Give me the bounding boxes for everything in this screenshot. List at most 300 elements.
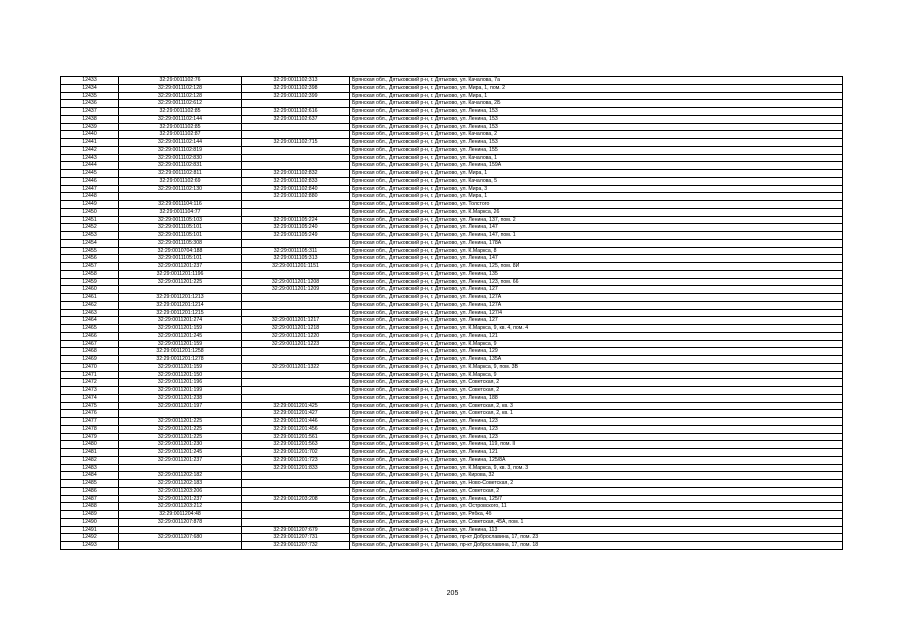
row-number-cell: 12493 xyxy=(61,542,119,550)
building-number-cell: 32:29:0011201:1208 xyxy=(242,278,350,286)
cadastral-number-cell: 32:29:0011201:159 xyxy=(119,340,242,348)
address-cell: Брянская обл., Дятьковский р-н, г. Дятьково, ул. Мира, 1, пом. 2 xyxy=(350,84,843,92)
address-cell: Брянская обл., Дятьковский р-н, г. Дятьково, ул. Ленина, 123, пом. 66 xyxy=(350,278,843,286)
row-number-cell: 12479 xyxy=(61,433,119,441)
table-row xyxy=(61,425,843,433)
table-row xyxy=(61,511,843,519)
address-cell: Брянская обл., Дятьковский р-н, г. Дятьково, ул. Ленина, 113 xyxy=(350,526,843,534)
address-cell: Брянская обл., Дятьковский р-н, г. Дятьково, ул. Ленина, 125/8А xyxy=(350,456,843,464)
row-number-cell: 12464 xyxy=(61,317,119,325)
row-number-cell: 12484 xyxy=(61,472,119,480)
table-row xyxy=(61,472,843,480)
table-row xyxy=(61,480,843,488)
building-number-cell: 32:29:0011102:840 xyxy=(242,185,350,193)
row-number-cell: 12492 xyxy=(61,534,119,542)
cadastral-number-cell: 32:29:0011201:237 xyxy=(119,456,242,464)
row-number-cell: 12454 xyxy=(61,239,119,247)
row-number-cell: 12443 xyxy=(61,154,119,162)
address-cell: Брянская обл., Дятьковский р-н, г. Дятьково, ул. Мира, 1 xyxy=(350,193,843,201)
row-number-cell: 12486 xyxy=(61,487,119,495)
building-number-cell: 32:29:0011102:398 xyxy=(242,84,350,92)
cadastral-number-cell: 32:29:0011201:238 xyxy=(119,394,242,402)
building-number-cell: 32:29:0011102:313 xyxy=(242,77,350,85)
table-row xyxy=(61,418,843,426)
row-number-cell: 12462 xyxy=(61,301,119,309)
building-number-cell: 32:29:0011201:1220 xyxy=(242,332,350,340)
table-row xyxy=(61,185,843,193)
row-number-cell: 12446 xyxy=(61,177,119,185)
row-number-cell: 12450 xyxy=(61,208,119,216)
address-cell: Брянская обл., Дятьковский р-н, г. Дятьково, ул. Рябка, 4б xyxy=(350,511,843,519)
table-row xyxy=(61,542,843,550)
address-cell: Брянская обл., Дятьковский р-н, г. Дятьково, ул. Ленина, 135А xyxy=(350,356,843,364)
cadastral-number-cell: 32:29:0011102:128 xyxy=(119,92,242,100)
address-cell: Брянская обл., Дятьковский р-н, г. Дятьково, ул. К.Маркса, 9, пом. 3В xyxy=(350,363,843,371)
cadastral-number-cell: 32:29:0011207:680 xyxy=(119,534,242,542)
building-number-cell xyxy=(242,208,350,216)
cadastral-number-cell: 32:29:0011105:103 xyxy=(119,216,242,224)
cadastral-number-cell: 32:29:0011201:225 xyxy=(119,418,242,426)
cadastral-number-cell xyxy=(119,286,242,294)
cadastral-number-cell: 32:29:0011102:819 xyxy=(119,146,242,154)
building-number-cell: 32:29:0011201:425 xyxy=(242,402,350,410)
address-cell: Брянская обл., Дятьковский р-н, г. Дятьково, ул. Качалова, 1 xyxy=(350,154,843,162)
table-row xyxy=(61,518,843,526)
address-cell: Брянская обл., Дятьковский р-н, г. Дятьково, ул. Ленина, 123 xyxy=(350,433,843,441)
address-cell: Брянская обл., Дятьковский р-н, г. Дятьково, пр-кт Доброславина, 17, пом. 23 xyxy=(350,534,843,542)
table-row xyxy=(61,177,843,185)
building-number-cell: 32:29:0011201:563 xyxy=(242,441,350,449)
building-number-cell: 32:29:0011201:1218 xyxy=(242,325,350,333)
row-number-cell: 12437 xyxy=(61,108,119,116)
address-cell: Брянская обл., Дятьковский р-н, г. Дятьково, ул. Ленина, 129 xyxy=(350,348,843,356)
building-number-cell xyxy=(242,518,350,526)
cadastral-number-cell: 32:29:0011102:69 xyxy=(119,177,242,185)
address-cell: Брянская обл., Дятьковский р-н, г. Дятьково, ул. Ленина, 121 xyxy=(350,449,843,457)
table-row xyxy=(61,77,843,85)
cadastral-number-cell xyxy=(119,464,242,472)
address-cell: Брянская обл., Дятьковский р-н, г. Дятьково, ул. Качалова, 5 xyxy=(350,177,843,185)
building-number-cell: 32:29:0011201:561 xyxy=(242,433,350,441)
cadastral-number-cell: 32:29:0011201:1258 xyxy=(119,348,242,356)
table-row xyxy=(61,247,843,255)
address-cell: Брянская обл., Дятьковский р-н, г. Дятьково, ул. Островского, 11 xyxy=(350,503,843,511)
row-number-cell: 12489 xyxy=(61,511,119,519)
cadastral-number-cell: 32:29:0011102:831 xyxy=(119,162,242,170)
building-number-cell: 32:29:0011105:311 xyxy=(242,247,350,255)
building-number-cell: 32:29:0011201:723 xyxy=(242,456,350,464)
table-row xyxy=(61,170,843,178)
address-cell: Брянская обл., Дятьковский р-н, г. Дятьково, ул. Ленина, 119, пом. II xyxy=(350,441,843,449)
building-number-cell xyxy=(242,123,350,131)
building-number-cell: 32:29:0011102:833 xyxy=(242,177,350,185)
row-number-cell: 12458 xyxy=(61,270,119,278)
table-row xyxy=(61,193,843,201)
building-number-cell: 32:29:0011201:456 xyxy=(242,425,350,433)
address-cell: Брянская обл., Дятьковский р-н, г. Дятьково, ул. Ленина, 137, пом. 2 xyxy=(350,216,843,224)
table-row xyxy=(61,363,843,371)
row-number-cell: 12490 xyxy=(61,518,119,526)
cadastral-number-cell: 32:29:0011102:87 xyxy=(119,131,242,139)
cadastral-number-cell: 32:29:0011104:77 xyxy=(119,208,242,216)
cadastral-number-cell: 32:29:0011105:101 xyxy=(119,232,242,240)
building-number-cell: 32:29:0011207:679 xyxy=(242,526,350,534)
row-number-cell: 12445 xyxy=(61,170,119,178)
table-row xyxy=(61,325,843,333)
row-number-cell: 12455 xyxy=(61,247,119,255)
address-cell: Брянская обл., Дятьковский р-н, г. Дятьково, ул. Ленина, 135 xyxy=(350,270,843,278)
table-row xyxy=(61,332,843,340)
address-cell: Брянская обл., Дятьковский р-н, г. Дятьково, ул. Качалова, 2 xyxy=(350,131,843,139)
cadastral-number-cell: 32:29:0011201:1196 xyxy=(119,270,242,278)
address-cell: Брянская обл., Дятьковский р-н, г. Дятьково, ул. Ленина, 155 xyxy=(350,146,843,154)
building-number-cell: 32:29:0011102:832 xyxy=(242,170,350,178)
table-row xyxy=(61,317,843,325)
cadastral-number-cell: 32:29:0011102:144 xyxy=(119,139,242,147)
address-cell: Брянская обл., Дятьковский р-н, г. Дятьково, ул. Ленина, 147 xyxy=(350,255,843,263)
table-row xyxy=(61,402,843,410)
cadastral-number-cell: 32:29:0011201:230 xyxy=(119,441,242,449)
row-number-cell: 12444 xyxy=(61,162,119,170)
table-row xyxy=(61,146,843,154)
row-number-cell: 12468 xyxy=(61,348,119,356)
cadastral-number-cell: 32:29:0011201:225 xyxy=(119,433,242,441)
address-cell: Брянская обл., Дятьковский р-н, г. Дятьково, ул. Ленина, 125, пом. 8И xyxy=(350,263,843,271)
table-row xyxy=(61,201,843,209)
table-row xyxy=(61,340,843,348)
building-number-cell: 32:29:0011102:616 xyxy=(242,108,350,116)
building-number-cell xyxy=(242,131,350,139)
table-row xyxy=(61,410,843,418)
building-number-cell: 32:29:0011102:637 xyxy=(242,115,350,123)
cadastral-number-cell: 32:29:0011204:48 xyxy=(119,511,242,519)
table-row xyxy=(61,309,843,317)
cadastral-number-cell: 32:29:0011201:245 xyxy=(119,332,242,340)
table-row xyxy=(61,100,843,108)
address-cell: Брянская обл., Дятьковский р-н, г. Дятьково, ул. Советская, 45А, пом. 1 xyxy=(350,518,843,526)
cadastral-number-cell: 32:29:0011201:225 xyxy=(119,425,242,433)
cadastral-number-cell: 32:29:0011201:274 xyxy=(119,317,242,325)
cadastral-number-cell: 32:29:0011102:830 xyxy=(119,154,242,162)
address-cell: Брянская обл., Дятьковский р-н, г. Дятьково, ул. Ленина, 153 xyxy=(350,139,843,147)
cadastral-number-cell: 32:29:0011201:159 xyxy=(119,363,242,371)
table-row xyxy=(61,263,843,271)
building-number-cell: 32:29:0011201:702 xyxy=(242,449,350,457)
table-row xyxy=(61,84,843,92)
table-row xyxy=(61,387,843,395)
cadastral-number-cell: 32:29:0010704:188 xyxy=(119,247,242,255)
cadastral-number-cell: 32:29:0011201:196 xyxy=(119,379,242,387)
row-number-cell: 12452 xyxy=(61,224,119,232)
row-number-cell: 12441 xyxy=(61,139,119,147)
building-number-cell: 32:29:0011201:1217 xyxy=(242,317,350,325)
cadastral-number-cell: 32:29:0011201:237 xyxy=(119,263,242,271)
table-row xyxy=(61,348,843,356)
building-number-cell xyxy=(242,356,350,364)
page-number: 205 xyxy=(446,590,459,597)
building-number-cell: 32:29:0011203:208 xyxy=(242,495,350,503)
building-number-cell: 32:29:0011105:249 xyxy=(242,232,350,240)
table-row xyxy=(61,456,843,464)
cadastral-number-cell: 32:29:0011102:130 xyxy=(119,185,242,193)
cadastral-number-cell: 32:29:0011201:150 xyxy=(119,371,242,379)
cadastral-number-cell: 32:29:0011201:1278 xyxy=(119,356,242,364)
building-number-cell: 32:29:0011105:240 xyxy=(242,224,350,232)
cadastral-number-cell: 32:29:0011102:76 xyxy=(119,77,242,85)
building-number-cell xyxy=(242,503,350,511)
building-number-cell xyxy=(242,239,350,247)
cadastral-number-cell xyxy=(119,542,242,550)
address-cell: Брянская обл., Дятьковский р-н, г. Дятьково, ул. Ленина, 147 xyxy=(350,224,843,232)
cadastral-number-cell xyxy=(119,193,242,201)
table-row xyxy=(61,115,843,123)
row-number-cell: 12471 xyxy=(61,371,119,379)
address-cell: Брянская обл., Дятьковский р-н, г. Дятьково, ул. Качалова, 2Б xyxy=(350,100,843,108)
cadastral-number-cell: 32:29:0011102:85 xyxy=(119,108,242,116)
row-number-cell: 12438 xyxy=(61,115,119,123)
row-number-cell: 12465 xyxy=(61,325,119,333)
row-number-cell: 12480 xyxy=(61,441,119,449)
cadastral-number-cell: 32:29:0011201:237 xyxy=(119,495,242,503)
row-number-cell: 12439 xyxy=(61,123,119,131)
cadastral-number-cell: 32:29:0011102:144 xyxy=(119,115,242,123)
cadastral-number-cell: 32:29:0011201:199 xyxy=(119,387,242,395)
address-cell: Брянская обл., Дятьковский р-н, г. Дятьково, ул. Ленина, 125/7 xyxy=(350,495,843,503)
table-row xyxy=(61,301,843,309)
row-number-cell: 12476 xyxy=(61,410,119,418)
cadastral-number-cell: 32:29:0011105:101 xyxy=(119,224,242,232)
table-row xyxy=(61,92,843,100)
table-row xyxy=(61,270,843,278)
row-number-cell: 12466 xyxy=(61,332,119,340)
address-cell: Брянская обл., Дятьковский р-н, г. Дятьково, ул. Мира, 1 xyxy=(350,92,843,100)
building-number-cell xyxy=(242,487,350,495)
row-number-cell: 12457 xyxy=(61,263,119,271)
row-number-cell: 12461 xyxy=(61,294,119,302)
row-number-cell: 12477 xyxy=(61,418,119,426)
row-number-cell: 12470 xyxy=(61,363,119,371)
building-number-cell xyxy=(242,379,350,387)
building-number-cell xyxy=(242,100,350,108)
row-number-cell: 12435 xyxy=(61,92,119,100)
table-row xyxy=(61,131,843,139)
address-cell: Брянская обл., Дятьковский р-н, г. Дятьково, ул. Ленина, 153 xyxy=(350,123,843,131)
building-number-cell xyxy=(242,201,350,209)
table-row xyxy=(61,503,843,511)
cadastral-number-cell: 32:29:0011105:101 xyxy=(119,255,242,263)
cadastral-number-cell: 32:29:0011201:197 xyxy=(119,402,242,410)
building-number-cell xyxy=(242,387,350,395)
address-cell: Брянская обл., Дятьковский р-н, г. Дятьково, ул. Ленина, 127А xyxy=(350,301,843,309)
row-number-cell: 12481 xyxy=(61,449,119,457)
address-cell: Брянская обл., Дятьковский р-н, г. Дятьково, ул. Ленина, 188 xyxy=(350,394,843,402)
building-number-cell xyxy=(242,270,350,278)
building-number-cell xyxy=(242,154,350,162)
address-cell: Брянская обл., Дятьковский р-н, г. Дятьково, ул. Кирова, 32 xyxy=(350,472,843,480)
row-number-cell: 12478 xyxy=(61,425,119,433)
row-number-cell: 12451 xyxy=(61,216,119,224)
row-number-cell: 12442 xyxy=(61,146,119,154)
table-row xyxy=(61,433,843,441)
row-number-cell: 12456 xyxy=(61,255,119,263)
building-number-cell: 32:29:0011201:1322 xyxy=(242,363,350,371)
row-number-cell: 12473 xyxy=(61,387,119,395)
cadastral-number-cell: 32:29:0011203:206 xyxy=(119,487,242,495)
building-number-cell: 32:29:0011207:732 xyxy=(242,542,350,550)
registry-table xyxy=(60,76,843,550)
address-cell: Брянская обл., Дятьковский р-н, г. Дятьково, ул. Советская, 2 xyxy=(350,379,843,387)
table-row xyxy=(61,487,843,495)
table-row xyxy=(61,286,843,294)
cadastral-number-cell: 32:29:0011201:159 xyxy=(119,325,242,333)
row-number-cell: 12459 xyxy=(61,278,119,286)
table-row xyxy=(61,162,843,170)
address-cell: Брянская обл., Дятьковский р-н, г. Дятьково, ул. К.Маркса, 26 xyxy=(350,208,843,216)
address-cell: Брянская обл., Дятьковский р-н, г. Дятьково, ул. Ленина, 127 xyxy=(350,317,843,325)
address-cell: Брянская обл., Дятьковский р-н, г. Дятьково, ул. Советская, 2, кв. 1 xyxy=(350,410,843,418)
table-row xyxy=(61,495,843,503)
building-number-cell: 32:29:0011102:715 xyxy=(242,139,350,147)
address-cell: Брянская обл., Дятьковский р-н, г. Дятьково, ул. К.Маркса, 9 xyxy=(350,340,843,348)
address-cell: Брянская обл., Дятьковский р-н, г. Дятьково, ул. Ленина, 127 xyxy=(350,286,843,294)
address-cell: Брянская обл., Дятьковский р-н, г. Дятьково, ул. Ленина, 159А xyxy=(350,162,843,170)
building-number-cell: 32:29:0011105:224 xyxy=(242,216,350,224)
building-number-cell xyxy=(242,348,350,356)
cadastral-number-cell: 32:29:0011102:85 xyxy=(119,123,242,131)
cadastral-number-cell: 32:29:0011105:308 xyxy=(119,239,242,247)
address-cell: Брянская обл., Дятьковский р-н, г. Дятьково, ул. Ленина, 127А xyxy=(350,294,843,302)
address-cell: Брянская обл., Дятьковский р-н, г. Дятьково, ул. Ленина, 153 xyxy=(350,115,843,123)
row-number-cell: 12485 xyxy=(61,480,119,488)
address-cell: Брянская обл., Дятьковский р-н, г. Дятьково, пр-кт Доброславина, 17, пом. 18 xyxy=(350,542,843,550)
row-number-cell: 12449 xyxy=(61,201,119,209)
address-cell: Брянская обл., Дятьковский р-н, г. Дятьково, ул. Советская, 2 xyxy=(350,387,843,395)
row-number-cell: 12434 xyxy=(61,84,119,92)
cadastral-number-cell: 32:29:0011104:116 xyxy=(119,201,242,209)
cadastral-number-cell: 32:29:0011203:212 xyxy=(119,503,242,511)
building-number-cell xyxy=(242,309,350,317)
address-cell: Брянская обл., Дятьковский р-н, г. Дятьково, ул. Мира, 1 xyxy=(350,170,843,178)
cadastral-number-cell: 32:29:0011201:245 xyxy=(119,449,242,457)
row-number-cell: 12460 xyxy=(61,286,119,294)
table-row xyxy=(61,139,843,147)
row-number-cell: 12448 xyxy=(61,193,119,201)
cadastral-number-cell: 32:29:0011201:225 xyxy=(119,278,242,286)
table-row xyxy=(61,379,843,387)
row-number-cell: 12483 xyxy=(61,464,119,472)
address-cell: Брянская обл., Дятьковский р-н, г. Дятьково, ул. Ленина, 127/4 xyxy=(350,309,843,317)
table-row xyxy=(61,154,843,162)
table-body xyxy=(61,77,843,550)
table-row xyxy=(61,108,843,116)
building-number-cell xyxy=(242,511,350,519)
table-row xyxy=(61,526,843,534)
address-cell: Брянская обл., Дятьковский р-н, г. Дятьково, ул. Ленина, 123 xyxy=(350,418,843,426)
table-row xyxy=(61,232,843,240)
row-number-cell: 12463 xyxy=(61,309,119,317)
address-cell: Брянская обл., Дятьковский р-н, г. Дятьково, ул. Ленина, 178А xyxy=(350,239,843,247)
building-number-cell: 32:29:0011105:313 xyxy=(242,255,350,263)
table-row xyxy=(61,278,843,286)
address-cell: Брянская обл., Дятьковский р-н, г. Дятьково, ул. Мира, 3 xyxy=(350,185,843,193)
cadastral-number-cell xyxy=(119,410,242,418)
building-number-cell: 32:29:0011201:1209 xyxy=(242,286,350,294)
address-cell: Брянская обл., Дятьковский р-н, г. Дятьково, ул. Ленина, 123 xyxy=(350,425,843,433)
cadastral-number-cell: 32:29:0011207:878 xyxy=(119,518,242,526)
cadastral-number-cell: 32:29:0011202:183 xyxy=(119,480,242,488)
row-number-cell: 12467 xyxy=(61,340,119,348)
row-number-cell: 12487 xyxy=(61,495,119,503)
row-number-cell: 12436 xyxy=(61,100,119,108)
table-row xyxy=(61,449,843,457)
table-row xyxy=(61,208,843,216)
address-cell: Брянская обл., Дятьковский р-н, г. Дятьково, ул. Советская, 2, кв. 3 xyxy=(350,402,843,410)
row-number-cell: 12475 xyxy=(61,402,119,410)
row-number-cell: 12474 xyxy=(61,394,119,402)
building-number-cell: 32:29:0011201:446 xyxy=(242,418,350,426)
table-row xyxy=(61,464,843,472)
building-number-cell xyxy=(242,146,350,154)
table-row xyxy=(61,394,843,402)
cadastral-number-cell: 32:29:0011201:1213 xyxy=(119,294,242,302)
building-number-cell: 32:29:0011201:833 xyxy=(242,464,350,472)
building-number-cell: 32:29:0011201:1223 xyxy=(242,340,350,348)
address-cell: Брянская обл., Дятьковский р-н, г. Дятьково, ул. Качалова, 7а xyxy=(350,77,843,85)
cadastral-number-cell: 32:29:0011201:1215 xyxy=(119,309,242,317)
table-row xyxy=(61,371,843,379)
cadastral-number-cell: 32:29:0011102:612 xyxy=(119,100,242,108)
building-number-cell xyxy=(242,294,350,302)
row-number-cell: 12482 xyxy=(61,456,119,464)
table-row xyxy=(61,441,843,449)
cadastral-number-cell: 32:29:0011202:182 xyxy=(119,472,242,480)
building-number-cell xyxy=(242,472,350,480)
building-number-cell: 32:29:0011102:399 xyxy=(242,92,350,100)
table-row xyxy=(61,224,843,232)
table-row xyxy=(61,123,843,131)
row-number-cell: 12433 xyxy=(61,77,119,85)
row-number-cell: 12440 xyxy=(61,131,119,139)
row-number-cell: 12491 xyxy=(61,526,119,534)
building-number-cell xyxy=(242,162,350,170)
cadastral-number-cell: 32:29:0011201:1214 xyxy=(119,301,242,309)
row-number-cell: 12488 xyxy=(61,503,119,511)
building-number-cell xyxy=(242,480,350,488)
building-number-cell xyxy=(242,301,350,309)
table-row xyxy=(61,534,843,542)
address-cell: Брянская обл., Дятьковский р-н, г. Дятьково, ул. Советская, 2 xyxy=(350,487,843,495)
cadastral-number-cell: 32:29:0011102:128 xyxy=(119,84,242,92)
building-number-cell xyxy=(242,394,350,402)
row-number-cell: 12453 xyxy=(61,232,119,240)
cadastral-number-cell: 32:29:0011102:811 xyxy=(119,170,242,178)
address-cell: Брянская обл., Дятьковский р-н, г. Дятьково, ул. Ленина, 147, пом. 1 xyxy=(350,232,843,240)
row-number-cell: 12469 xyxy=(61,356,119,364)
address-cell: Брянская обл., Дятьковский р-н, г. Дятьково, ул. К.Маркса, 8 xyxy=(350,247,843,255)
table-row xyxy=(61,356,843,364)
address-cell: Брянская обл., Дятьковский р-н, г. Дятьково, ул. Ново-Советская, 2 xyxy=(350,480,843,488)
address-cell: Брянская обл., Дятьковский р-н, г. Дятьково, ул. К.Маркса, 9, кв. 4, пом. 4 xyxy=(350,325,843,333)
building-number-cell: 32:29:0011102:880 xyxy=(242,193,350,201)
address-cell: Брянская обл., Дятьковский р-н, г. Дятьково, ул. Ленина, 153 xyxy=(350,108,843,116)
table-row xyxy=(61,239,843,247)
table-row xyxy=(61,255,843,263)
building-number-cell: 32:29:0011201:1151 xyxy=(242,263,350,271)
row-number-cell: 12472 xyxy=(61,379,119,387)
address-cell: Брянская обл., Дятьковский р-н, г. Дятьково, ул. Толстого xyxy=(350,201,843,209)
table-row xyxy=(61,294,843,302)
cadastral-number-cell xyxy=(119,526,242,534)
